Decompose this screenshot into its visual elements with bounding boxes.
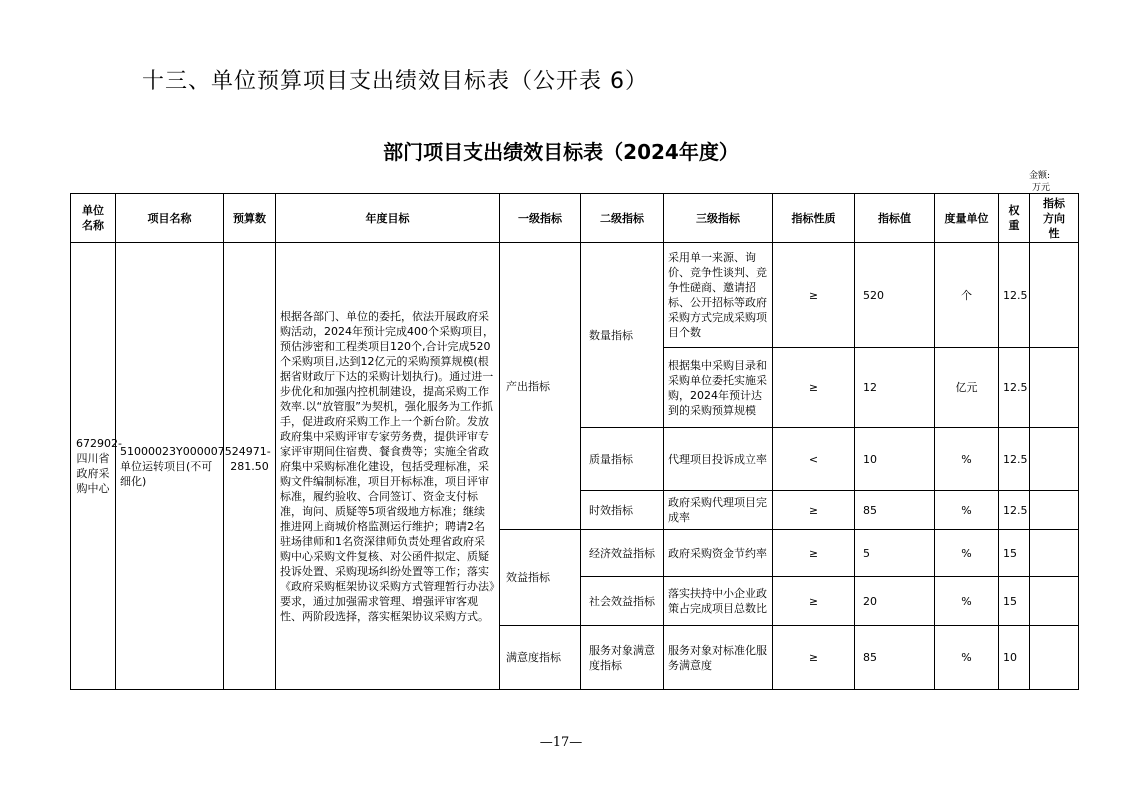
page-number: —17— (539, 735, 583, 750)
level1-satisfaction-cell: 满意度指标 (500, 626, 581, 690)
level3-cell: 落实扶持中小企业政策占完成项目总数比 (664, 577, 773, 626)
direction-cell (1030, 626, 1079, 690)
nature-cell: ≥ (773, 491, 855, 530)
direction-cell (1030, 348, 1079, 428)
performance-target-table (70, 193, 1079, 690)
nature-cell: ≥ (773, 577, 855, 626)
level3-cell: 服务对象对标准化服务满意度 (664, 626, 773, 690)
level1-output-cell: 产出指标 (500, 243, 581, 530)
level2-cell: 时效指标 (581, 491, 664, 530)
level2-cell: 质量指标 (581, 428, 664, 491)
nature-cell: ≥ (773, 530, 855, 577)
nature-cell: ≥ (773, 626, 855, 690)
direction-cell (1030, 428, 1079, 491)
level3-cell: 采用单一来源、询价、竞争性谈判、竞争性磋商、邀请招标、公开招标等政府采购方式完成采购项目个数 (664, 243, 773, 348)
value-cell: 10 (855, 428, 935, 491)
level3-cell: 代理项目投诉成立率 (664, 428, 773, 491)
project-name-cell: 51000023Y000007524971-单位运转项目(不可细化) (116, 243, 224, 690)
direction-cell (1030, 530, 1079, 577)
level2-cell: 社会效益指标 (581, 577, 664, 626)
header-indicator-nature: 指标性质 (773, 194, 855, 243)
value-cell: 5 (855, 530, 935, 577)
weight-cell: 12.5 (999, 348, 1030, 428)
header-level2-indicator: 二级指标 (581, 194, 664, 243)
direction-cell (1030, 491, 1079, 530)
value-cell: 20 (855, 577, 935, 626)
value-cell: 85 (855, 626, 935, 690)
amount-unit-value: 万元 (1031, 183, 1050, 193)
unit-name-cell: 672902-四川省政府采购中心 (71, 243, 116, 690)
direction-cell (1030, 243, 1079, 348)
header-weight: 权重 (999, 194, 1030, 243)
level3-cell: 政府采购代理项目完成率 (664, 491, 773, 530)
nature-cell: ≥ (773, 348, 855, 428)
budget-cell: 281.50 (224, 243, 276, 690)
section-title: 十三、单位预算项目支出绩效目标表（公开表 6） (142, 69, 648, 94)
level2-cell: 服务对象满意度指标 (581, 626, 664, 690)
level2-cell: 经济效益指标 (581, 530, 664, 577)
measure-unit-cell: % (935, 491, 999, 530)
measure-unit-cell: % (935, 428, 999, 491)
header-annual-goal: 年度目标 (276, 194, 500, 243)
direction-cell (1030, 577, 1079, 626)
measure-unit-cell: % (935, 577, 999, 626)
table-row (71, 243, 1079, 348)
level3-cell: 根据集中采购目录和采购单位委托实施采购，2024年预计达到的采购预算规模 (664, 348, 773, 428)
measure-unit-cell: % (935, 626, 999, 690)
amount-unit-note (1010, 170, 1050, 194)
nature-cell: ≥ (773, 243, 855, 348)
measure-unit-cell: 亿元 (935, 348, 999, 428)
measure-unit-cell: 个 (935, 243, 999, 348)
value-cell: 85 (855, 491, 935, 530)
weight-cell: 10 (999, 626, 1030, 690)
level2-cell: 数量指标 (581, 243, 664, 428)
table-header-row (71, 194, 1079, 243)
amount-unit-label: 金额: (1028, 171, 1050, 181)
header-budget: 预算数 (224, 194, 276, 243)
header-measure-unit: 度量单位 (935, 194, 999, 243)
header-project-name: 项目名称 (116, 194, 224, 243)
header-indicator-value: 指标值 (855, 194, 935, 243)
annual-goal-cell: 根据各部门、单位的委托，依法开展政府采购活动，2024年预计完成400个采购项目，预估涉密和工程类项目120个,合计完成520个采购项目,达到12亿元的采购预算规模(根据省财政厅下达的采购计划执行)。通过进一步优化和加强内控机制建设，提高采购工作效率.以“放管服”为契机，强化服务为工作抓手，促进政府采购工作上一个新台阶。发放政府集中采购评审专家劳务费，提供评审专家评审期间住宿费、餐食费等；实施全省政府集中采购标准化建设，包括受理标准，采购文件编制标准，项目开标标准，项目评审标准，履约验收、合同签订、资金支付标准，询问、质疑等5项省级地方标准；继续推进网上商城价格监测运行维护；聘请2名驻场律师和1名资深律师负责处理省政府采购中心采购文件复核、对公函件拟定、质疑投诉处置、采购现场纠纷处置等工作；落实《政府采购框架协议采购方式管理暂行办法》要求，通过加强需求管理、增强评审客观性、两阶段选择，落实框架协议采购方式。 (276, 243, 500, 690)
value-cell: 520 (855, 243, 935, 348)
header-level1-indicator: 一级指标 (500, 194, 581, 243)
nature-cell: < (773, 428, 855, 491)
level1-benefit-cell: 效益指标 (500, 530, 581, 626)
weight-cell: 12.5 (999, 243, 1030, 348)
weight-cell: 15 (999, 577, 1030, 626)
value-cell: 12 (855, 348, 935, 428)
level3-cell: 政府采购资金节约率 (664, 530, 773, 577)
header-indicator-direction: 指标方向性 (1030, 194, 1079, 243)
weight-cell: 15 (999, 530, 1030, 577)
weight-cell: 12.5 (999, 491, 1030, 530)
weight-cell: 12.5 (999, 428, 1030, 491)
table-title: 部门项目支出绩效目标表（2024年度） (383, 140, 739, 164)
measure-unit-cell: % (935, 530, 999, 577)
header-level3-indicator: 三级指标 (664, 194, 773, 243)
header-unit-name: 单位名称 (71, 194, 116, 243)
